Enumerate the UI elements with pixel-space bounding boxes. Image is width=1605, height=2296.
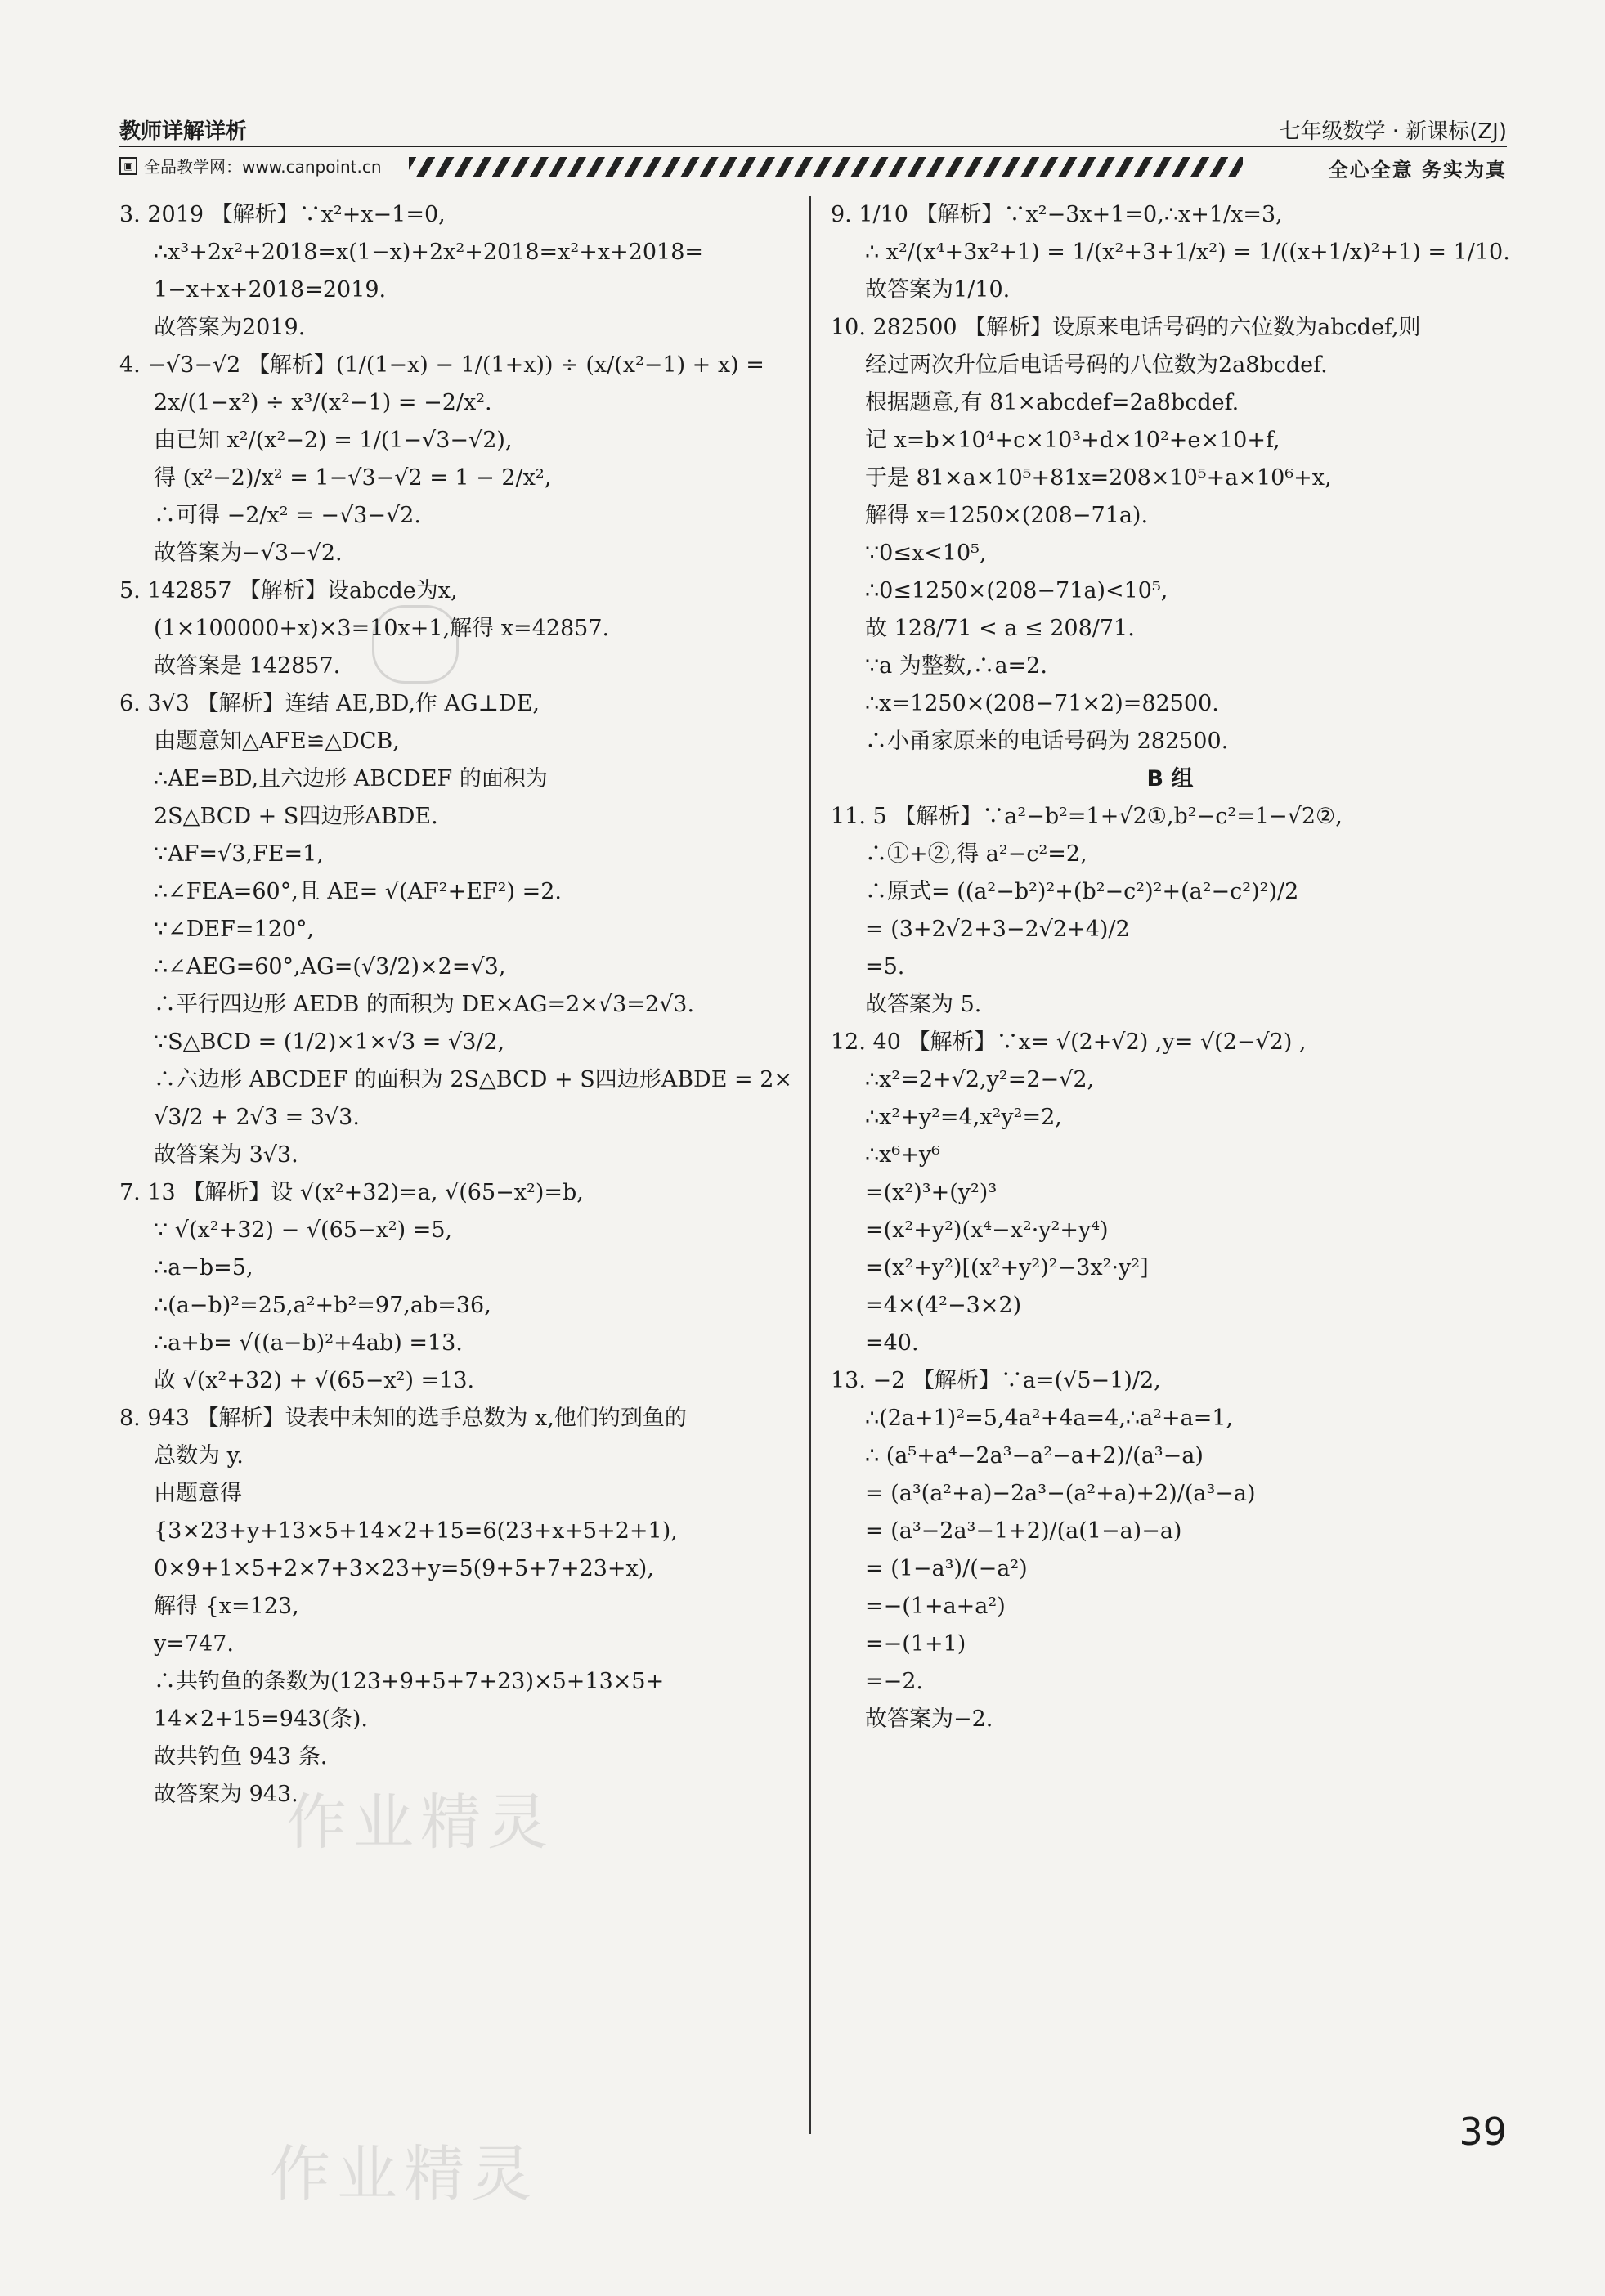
solution-line: 0×9+1×5+2×7+3×23+y=5(9+5+7+23+x), xyxy=(154,1556,654,1581)
solution-line: ∴AE=BD,且六边形 ABCDEF 的面积为 xyxy=(154,766,548,791)
solution-line: 故答案为−√3−√2. xyxy=(154,540,343,566)
solution-line: =(x²+y²)[(x²+y²)²−3x²·y²] xyxy=(865,1255,1149,1280)
solution-line: ∴可得 −2/x² = −√3−√2. xyxy=(154,503,421,528)
solution-line: 由题意得 xyxy=(154,1481,242,1506)
solution-line: =−(1+a+a²) xyxy=(865,1594,1006,1619)
solution-line: = (a³(a²+a)−2a³−(a²+a)+2)/(a³−a) xyxy=(865,1481,1256,1506)
solution-line: ∴ x²/(x⁴+3x²+1) = 1/(x²+3+1/x²) = 1/((x+1/x)²+1) = 1/10. xyxy=(865,240,1510,265)
solution-line: =(x²+y²)(x⁴−x²·y²+y⁴) xyxy=(865,1218,1109,1243)
solution-line: ∴ (a⁵+a⁴−2a³−a²−a+2)/(a³−a) xyxy=(865,1443,1204,1469)
solution-line: ∴x=1250×(208−71×2)=82500. xyxy=(865,691,1219,716)
solution-line: ∵∠DEF=120°, xyxy=(154,917,315,942)
solution-line: 解得 x=1250×(208−71a). xyxy=(865,503,1149,528)
header-slogan: 全心全意 务实为真 xyxy=(1328,159,1507,182)
header-rule xyxy=(119,146,1507,147)
solution-line: ∴六边形 ABCDEF 的面积为 2S△BCD + S四边形ABDE = 2× xyxy=(154,1067,792,1092)
solution-line: 故共钓鱼 943 条. xyxy=(154,1744,328,1769)
solution-line: 12. 40 【解析】∵x= √(2+√2) ,y= √(2−√2) , xyxy=(831,1029,1307,1055)
solution-line: ∴a+b= √((a−b)²+4ab) =13. xyxy=(154,1330,463,1356)
solution-line: 9. 1/10 【解析】∵x²−3x+1=0,∴x+1/x=3, xyxy=(831,202,1283,227)
solution-line: 记 x=b×10⁴+c×10³+d×10²+e×10+f, xyxy=(865,428,1280,453)
solution-line: 6. 3√3 【解析】连结 AE,BD,作 AG⊥DE, xyxy=(119,691,540,716)
solution-line: ∴x²+y²=4,x²y²=2, xyxy=(865,1105,1062,1130)
solution-line: ∵S△BCD = (1/2)×1×√3 = √3/2, xyxy=(154,1029,505,1055)
solution-line: 故答案为 5. xyxy=(865,992,982,1017)
watermark: 作业精灵 xyxy=(286,1787,554,1858)
solution-line: 4. −√3−√2 【解析】(1/(1−x) − 1/(1+x)) ÷ (x/(x²−1) + x) = xyxy=(119,352,764,378)
solution-line: 经过两次升位后电话号码的八位数为2a8bcdef. xyxy=(865,352,1328,378)
solution-line: ∴共钓鱼的条数为(123+9+5+7+23)×5+13×5+ xyxy=(154,1669,665,1694)
solution-line: (1×100000+x)×3=10x+1,解得 x=42857. xyxy=(154,616,610,641)
solution-line: 13. −2 【解析】∵a=(√5−1)/2, xyxy=(831,1368,1161,1393)
solution-line: =5. xyxy=(865,954,905,980)
solution-line: 故 128/71 < a ≤ 208/71. xyxy=(865,616,1135,641)
section-heading: B 组 xyxy=(1146,766,1194,791)
solution-line: ∴x⁶+y⁶ xyxy=(865,1142,940,1168)
solution-line: 解得 {x=123, xyxy=(154,1594,299,1619)
solution-line: ∴∠FEA=60°,且 AE= √(AF²+EF²) =2. xyxy=(154,879,562,904)
solution-line: 故答案为−2. xyxy=(865,1706,993,1732)
solution-line: ∵0≤x<10⁵, xyxy=(865,540,987,566)
right-column xyxy=(831,196,1509,1738)
solution-line: ∴小甬家原来的电话号码为 282500. xyxy=(865,729,1229,754)
solution-line: ∵AF=√3,FE=1, xyxy=(154,841,324,867)
solution-line: 由题意知△AFE≌△DCB, xyxy=(154,729,400,754)
solution-line: 7. 13 【解析】设 √(x²+32)=a, √(65−x²)=b, xyxy=(119,1180,584,1205)
solution-line: 得 (x²−2)/x² = 1−√3−√2 = 1 − 2/x², xyxy=(154,465,552,491)
seal-stamp xyxy=(372,605,459,684)
solution-line: √3/2 + 2√3 = 3√3. xyxy=(154,1105,360,1130)
solution-line: 2S△BCD + S四边形ABDE. xyxy=(154,804,438,829)
solution-line: 故答案为1/10. xyxy=(865,277,1011,303)
solution-line: =(x²)³+(y²)³ xyxy=(865,1180,998,1205)
solution-line: 2x/(1−x²) ÷ x³/(x²−1) = −2/x². xyxy=(154,390,492,415)
solution-line: 10. 282500 【解析】设原来电话号码的六位数为abcdef,则 xyxy=(831,315,1421,340)
solution-line: 故答案为 3√3. xyxy=(154,1142,298,1168)
solution-line: =−(1+1) xyxy=(865,1631,966,1657)
solution-line: 3. 2019 【解析】∵x²+x−1=0, xyxy=(119,202,446,227)
solution-line: = (3+2√2+3−2√2+4)/2 xyxy=(865,917,1130,942)
book-icon: ▣ xyxy=(119,157,137,175)
watermark-bottom: 作业精灵 xyxy=(270,2139,538,2209)
solution-line: 故 √(x²+32) + √(65−x²) =13. xyxy=(154,1368,475,1393)
solution-line: = (a³−2a³−1+2)/(a(1−a)−a) xyxy=(865,1518,1182,1544)
header-stripe xyxy=(409,157,1243,177)
solution-line: ∴(2a+1)²=5,4a²+4a=4,∴a²+a=1, xyxy=(865,1406,1234,1431)
solution-line: 1−x+x+2018=2019. xyxy=(154,277,387,303)
solution-line: 5. 142857 【解析】设abcde为x, xyxy=(119,578,458,603)
solution-line: 8. 943 【解析】设表中未知的选手总数为 x,他们钓到鱼的 xyxy=(119,1406,687,1431)
solution-line: =4×(4²−3×2) xyxy=(865,1293,1022,1318)
solution-line: 故答案为 943. xyxy=(154,1782,298,1807)
column-divider xyxy=(809,196,811,2134)
left-column xyxy=(119,196,790,1814)
solution-line: 总数为 y. xyxy=(154,1443,244,1469)
site-text: 全品教学网：www.canpoint.cn xyxy=(144,157,382,177)
header-site xyxy=(119,154,382,177)
solution-line: ∴①+②,得 a²−c²=2, xyxy=(865,841,1087,867)
solution-line: ∴原式= ((a²−b²)²+(b²−c²)²+(a²−c²)²)/2 xyxy=(865,879,1299,904)
solution-line: ∴0≤1250×(208−71a)<10⁵, xyxy=(865,578,1168,603)
solution-line: ∴a−b=5, xyxy=(154,1255,253,1280)
solution-line: {3×23+y+13×5+14×2+15=6(23+x+5+2+1), xyxy=(154,1518,678,1544)
solution-line: 14×2+15=943(条). xyxy=(154,1706,368,1732)
solution-line: ∴(a−b)²=25,a²+b²=97,ab=36, xyxy=(154,1293,491,1318)
solution-line: ∴平行四边形 AEDB 的面积为 DE×AG=2×√3=2√3. xyxy=(154,992,695,1017)
solution-line: 11. 5 【解析】∵a²−b²=1+√2①,b²−c²=1−√2②, xyxy=(831,804,1343,829)
header-left-title: 教师详解详析 xyxy=(119,119,248,144)
solution-line: 于是 81×a×10⁵+81x=208×10⁵+a×10⁶+x, xyxy=(865,465,1332,491)
solution-line: =−2. xyxy=(865,1669,924,1694)
solution-line: ∵a 为整数,∴a=2. xyxy=(865,653,1047,679)
solution-line: = (1−a³)/(−a²) xyxy=(865,1556,1028,1581)
solution-line: 根据题意,有 81×abcdef=2a8bcdef. xyxy=(865,390,1240,415)
solution-line: =40. xyxy=(865,1330,919,1356)
solution-line: ∴x³+2x²+2018=x(1−x)+2x²+2018=x²+x+2018= xyxy=(154,240,704,265)
solution-line: ∴x²=2+√2,y²=2−√2, xyxy=(865,1067,1095,1092)
solution-line: ∴∠AEG=60°,AG=(√3/2)×2=√3, xyxy=(154,954,506,980)
solution-line: 由已知 x²/(x²−2) = 1/(1−√3−√2), xyxy=(154,428,513,453)
solution-line: ∵ √(x²+32) − √(65−x²) =5, xyxy=(154,1218,453,1243)
solution-line: 故答案为2019. xyxy=(154,315,306,340)
page-number: 39 xyxy=(1459,2110,1507,2154)
solution-line: y=747. xyxy=(154,1631,234,1657)
header-right-title: 七年级数学 · 新课标(ZJ) xyxy=(1279,119,1507,144)
solution-line: 故答案是 142857. xyxy=(154,653,341,679)
